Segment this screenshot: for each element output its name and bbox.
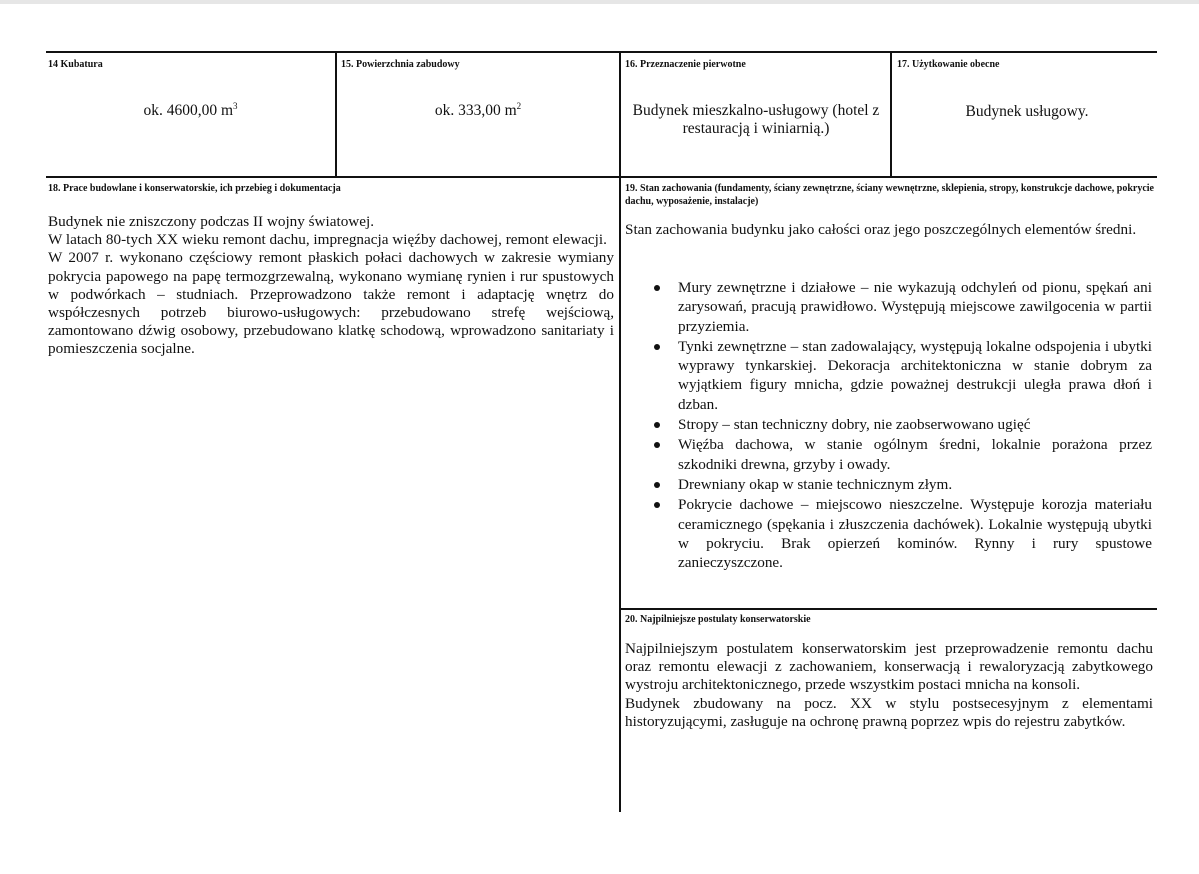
section18-paragraph: W 2007 r. wykonano częściowy remont płaskich połaci dachowych w zakresie wymiany pokrycia papowego na papę termozgrzewalną, wykonano wymianę rynien i rur spustowych w podwórkach – studniach. Przeprowadzono także remont i adaptację wnętrz do współczesnych potrzeb biurowo-usługowych: przebudowano strefę wejściową, zamontowano dźwig osobowy, przebudowano klatkę schodową, wprowadzono sanitariaty i pomieszczenia socjalne. [48, 249, 614, 358]
section18-paragraph: W latach 80-tych XX wieku remont dachu, impregnacja więźby dachowej, remont elewacji. [48, 231, 607, 249]
section20-paragraph: Budynek zbudowany na pocz. XX w stylu postsecesyjnym z elementami historyzującymi, zasługuje na ochronę prawną poprzez wpis do rejestru zabytków. [625, 694, 1153, 730]
top-border-line [46, 51, 1157, 53]
przeznaczenie-value: Budynek mieszkalno-usługowy (hotel z restauracją i winiarnią.) [632, 102, 880, 137]
condition-list-item: Więźba dachowa, w stanie ogólnym średni, lokalnie porażona przez szkodniki drewna, grzyby i owady. [652, 435, 1152, 474]
condition-list-item: Tynki zewnętrzne – stan zadowalający, występują lokalne odspojenia i ubytki wyprawy tynkarskiej. Dekoracja architektoniczna w stanie dobrym za wyjątkiem figury mnicha, gdzie poważnej destrukcji uległa prawa dłoń i dzban. [652, 337, 1152, 414]
kubatura-unit-exponent: 3 [233, 100, 238, 111]
kubatura-value [48, 102, 333, 120]
uzytkowanie-label: 17. Użytkowanie obecne [897, 59, 1000, 70]
section20-divider-line [620, 608, 1157, 610]
column-divider-2 [619, 51, 621, 812]
section18-text [48, 213, 614, 359]
powierzchnia-unit-exponent: 2 [516, 100, 522, 111]
section19-intro: Stan zachowania budynku jako całości oraz jego poszczególnych elementów średni. [625, 221, 1137, 238]
uzytkowanie-value: Budynek usługowy. [965, 103, 1089, 120]
kubatura-label: 14 Kubatura [48, 59, 103, 70]
condition-list-item: Stropy – stan techniczny dobry, nie zaobserwowano ugięć [652, 415, 1152, 434]
section20-paragraph: Najpilniejszym postulatem konserwatorskim jest przeprowadzenie remontu dachu oraz remontu elewacji z zachowaniem, konserwacją i rewaloryzacją zabytkowego wystroju architektonicznego, przede wszystkim postaci mnicha na konsoli. [625, 640, 1153, 694]
section20-label: 20. Najpilniejsze postulaty konserwatorskie [625, 614, 811, 625]
scan-edge-shadow [0, 0, 1199, 4]
kubatura-number: ok. 4600,00 m [143, 102, 234, 119]
column-divider-3 [890, 51, 892, 177]
section19-label: 19. Stan zachowania (fundamenty, ściany zewnętrzne, ściany wewnętrzne, sklepienia, stropy, konstrukcje dachowe, pokrycie dachu, wyposażenie, instalacje) [625, 183, 1154, 207]
section20-text [625, 640, 1153, 731]
section19-condition-list [652, 277, 1152, 572]
condition-list-item: Mury zewnętrzne i działowe – nie wykazują odchyleń od pionu, spękań ani zarysowań, pracują prawidłowo. Występują miejscowe zawilgocenia w partii przyziemia. [652, 278, 1152, 336]
condition-list-item: Pokrycie dachowe – miejscowo nieszczelne. Występuje korozja materiału ceramicznego (spękania i złuszczenia dachówek). Lokalnie występują ubytki w pokryciu. Brak opierzeń kominów. Rynny i rury spustowe zanieczyszczone. [652, 495, 1152, 572]
powierzchnia-number: ok. 333,00 m [434, 102, 517, 119]
powierzchnia-label: 15. Powierzchnia zabudowy [341, 59, 460, 70]
przeznaczenie-label: 16. Przeznaczenie pierwotne [625, 59, 746, 70]
column-divider-1 [335, 51, 337, 177]
powierzchnia-value [339, 102, 617, 120]
row-divider-line [46, 176, 1157, 178]
section18-paragraph: Budynek nie zniszczony podczas II wojny światowej. [48, 213, 375, 230]
section18-label: 18. Prace budowlane i konserwatorskie, ich przebieg i dokumentacja [48, 183, 341, 194]
condition-list-item: Drewniany okap w stanie technicznym złym. [652, 475, 1152, 494]
